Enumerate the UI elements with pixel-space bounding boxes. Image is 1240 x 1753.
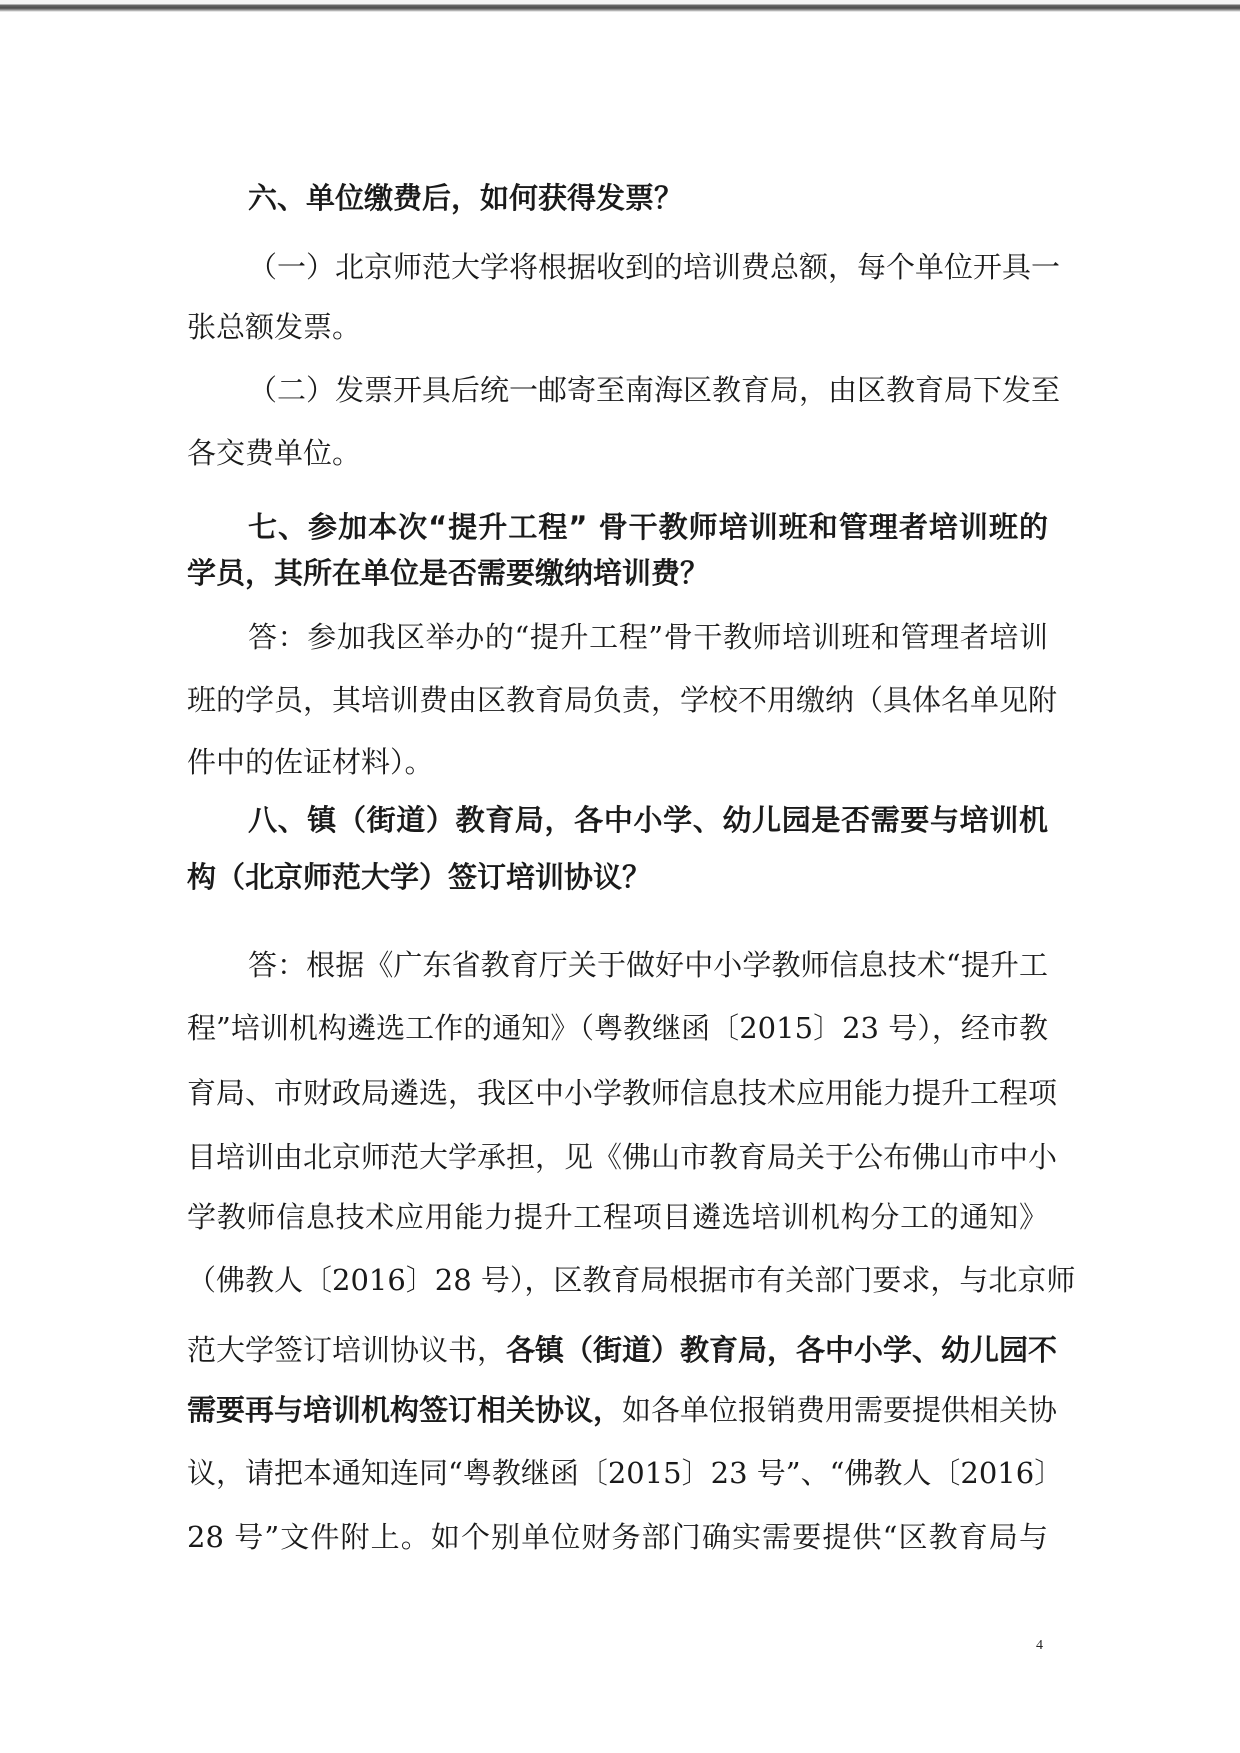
section-8-answer-line-4: 目培训由北京师范大学承担，见《佛山市教育局关于公布佛山市中小 [187, 1140, 1058, 1174]
line-8-bold-text: 需要再与培训机构签订相关协议， [187, 1393, 623, 1427]
line-7-normal-text: 范大学签订培训协议书， [187, 1333, 507, 1367]
section-8-answer-line-10: 28 号”文件附上。如个别单位财务部门确实需要提供“区教育局与 [187, 1520, 1048, 1554]
section-6-item-1-line-1: （一）北京师范大学将根据收到的培训费总额，每个单位开具一 [248, 250, 1061, 284]
section-7-answer-line-3: 件中的佐证材料）。 [187, 745, 434, 779]
section-6-item-2-line-2: 各交费单位。 [187, 436, 362, 470]
section-7-answer-line-2: 班的学员，其培训费由区教育局负责，学校不用缴纳（具体名单见附 [187, 683, 1058, 717]
section-8-answer-line-2: 程”培训机构遴选工作的通知》（粤教继函〔2015〕23 号），经市教 [187, 1011, 1048, 1045]
section-8-heading-line-1: 八、镇（街道）教育局，各中小学、幼儿园是否需要与培训机 [248, 803, 1048, 837]
section-8-heading-line-2: 构（北京师范大学）签订培训协议？ [187, 860, 652, 894]
section-6-item-1-line-2: 张总额发票。 [187, 310, 362, 344]
section-8-answer-line-6: （佛教人〔2016〕28 号），区教育局根据市有关部门要求，与北京师 [187, 1263, 1076, 1297]
line-8-normal-text: 如各单位报销费用需要提供相关协 [622, 1393, 1058, 1427]
section-8-answer-line-1: 答：根据《广东省教育厅关于做好中小学教师信息技术“提升工 [248, 948, 1048, 982]
section-8-answer-line-5: 学教师信息技术应用能力提升工程项目遴选培训机构分工的通知》 [187, 1200, 1048, 1234]
section-7-heading-line-1: 七、参加本次“提升工程” 骨干教师培训班和管理者培训班的 [248, 510, 1048, 544]
section-8-answer-line-8 [187, 1390, 1058, 1430]
section-6-heading: 六、单位缴费后，如何获得发票？ [248, 181, 684, 215]
section-7-answer-line-1: 答：参加我区举办的“提升工程”骨干教师培训班和管理者培训 [248, 620, 1048, 654]
section-8-answer-line-7 [187, 1330, 1058, 1370]
section-7-heading-line-2: 学员，其所在单位是否需要缴纳培训费？ [187, 556, 710, 590]
line-7-bold-text: 各镇（街道）教育局，各中小学、幼儿园不 [506, 1333, 1058, 1367]
section-8-answer-line-9: 议，请把本通知连同“粤教继函〔2015〕23 号”、“佛教人〔2016〕 [187, 1456, 1064, 1490]
page-number: 4 [1036, 1638, 1043, 1653]
section-6-item-2-line-1: （二）发票开具后统一邮寄至南海区教育局，由区教育局下发至 [248, 373, 1061, 407]
scan-top-edge [0, 0, 1240, 12]
section-8-answer-line-3: 育局、市财政局遴选，我区中小学教师信息技术应用能力提升工程项 [187, 1076, 1058, 1110]
